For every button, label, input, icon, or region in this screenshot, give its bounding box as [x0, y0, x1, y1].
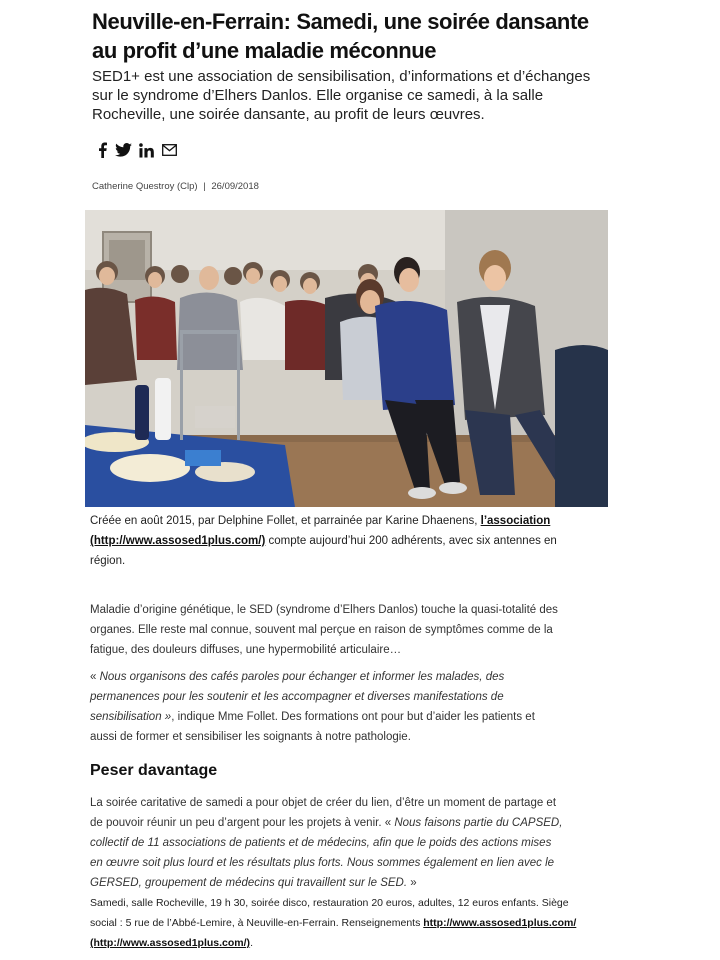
info-text: . — [250, 937, 253, 949]
intro-line: sur le syndrome d’Elhers Danlos. Elle organise ce samedi, à la salle — [92, 87, 544, 104]
caption-line: région. — [90, 555, 126, 567]
facebook-icon[interactable] — [96, 141, 108, 159]
paragraph-line — [90, 873, 630, 893]
paragraph-text: de pouvoir réunir un peu d’argent pour les projets à venir. « — [90, 817, 395, 829]
paragraph-quote — [90, 667, 630, 747]
paragraph-line: Maladie d’origine génétique, le SED (syndrome d’Elhers Danlos) touche la quasi-totalité des — [90, 604, 558, 616]
caption-text: Créée en août 2015, par Delphine Follet, et parrainée par Karine Dhaenens, — [90, 515, 478, 527]
email-icon[interactable] — [161, 141, 177, 159]
caption-text: compte aujourd’hui 200 adhérents, avec six antennes en — [268, 535, 557, 547]
paragraph-line — [90, 707, 630, 727]
paragraph-line — [90, 667, 630, 687]
share-bar — [96, 141, 177, 159]
quote-text: permanences pour les soutenir et les accompagner et diverses manifestations de — [90, 691, 504, 703]
paragraph-line: fatigue, des douleurs diffuses, une hypermobilité articulaire… — [90, 644, 402, 656]
paragraph-line: organes. Elle reste mal connue, souvent mal perçue en raison de symptômes comme de la — [90, 624, 553, 636]
paragraph-disease — [90, 600, 630, 660]
photo-caption — [90, 511, 630, 571]
twitter-icon[interactable] — [114, 141, 132, 159]
website-link-alt[interactable]: (http://www.assosed1plus.com/) — [90, 937, 251, 949]
article-title — [92, 7, 652, 65]
paragraph-line — [90, 853, 630, 873]
quote-text: en œuvre soit plus lourd et les résultats plus forts. Nous sommes également en lien avec le — [90, 857, 555, 869]
caption-line — [90, 531, 630, 551]
quote-text: Nous faisons partie du CAPSED, — [394, 817, 563, 829]
info-line: Samedi, salle Rocheville, 19 h 30, soirée disco, restauration 20 euros, adultes, 12 euros enfants. Siège — [90, 897, 569, 909]
quote-text: collectif de 11 associations de patients et de médecins, afin que le poids des actions mises — [90, 837, 552, 849]
title-line: au profit d’une maladie méconnue — [92, 38, 437, 63]
quote-open: « — [90, 671, 100, 683]
info-line — [90, 933, 630, 953]
paragraph-line — [90, 687, 630, 707]
title-line: Neuville-en-Ferrain: Samedi, une soirée dansante — [92, 9, 589, 34]
paragraph-line: aussi de former et sensibiliser les soignants à notre pathologie. — [90, 731, 411, 743]
info-text: social : 5 rue de l’Abbé-Lemire, à Neuville-en-Ferrain. Renseignements — [90, 917, 424, 929]
paragraph-line: La soirée caritative de samedi a pour objet de créer du lien, d’être un moment de partage et — [90, 797, 557, 809]
author-name: Catherine Questroy (Clp) — [92, 181, 198, 192]
paragraph-text: , indique Mme Follet. Des formations ont pour but d’aider les patients et — [171, 711, 535, 723]
paragraph-line — [90, 813, 630, 833]
association-link[interactable]: l’association — [480, 515, 551, 527]
intro-line: SED1+ est une association de sensibilisation, d’informations et d’échanges — [92, 68, 591, 85]
caption-line — [90, 511, 630, 531]
website-link[interactable]: http://www.assosed1plus.com/ — [423, 917, 577, 929]
quote-text: GERSED, groupement de médecins qui travaillent sur le SED. — [90, 877, 408, 889]
byline — [92, 181, 259, 192]
association-url-link[interactable]: (http://www.assosed1plus.com/) — [90, 535, 266, 547]
quote-text: Nous organisons des cafés paroles pour échanger et informer les malades, des — [99, 671, 505, 683]
info-line — [90, 913, 630, 933]
paragraph-line — [90, 833, 630, 853]
quote-text: sensibilisation » — [90, 711, 172, 723]
quote-close: » — [407, 877, 417, 889]
linkedin-icon[interactable] — [138, 141, 155, 159]
intro-line: Rocheville, une soirée dansante, au profit de leurs œuvres. — [92, 106, 485, 123]
publish-date: 26/09/2018 — [211, 181, 259, 192]
article-intro — [92, 67, 652, 124]
practical-info — [90, 893, 630, 953]
byline-separator: | — [203, 181, 206, 192]
paragraph-event — [90, 793, 630, 893]
article-photo — [85, 210, 608, 507]
section-heading: Peser davantage — [90, 762, 218, 779]
